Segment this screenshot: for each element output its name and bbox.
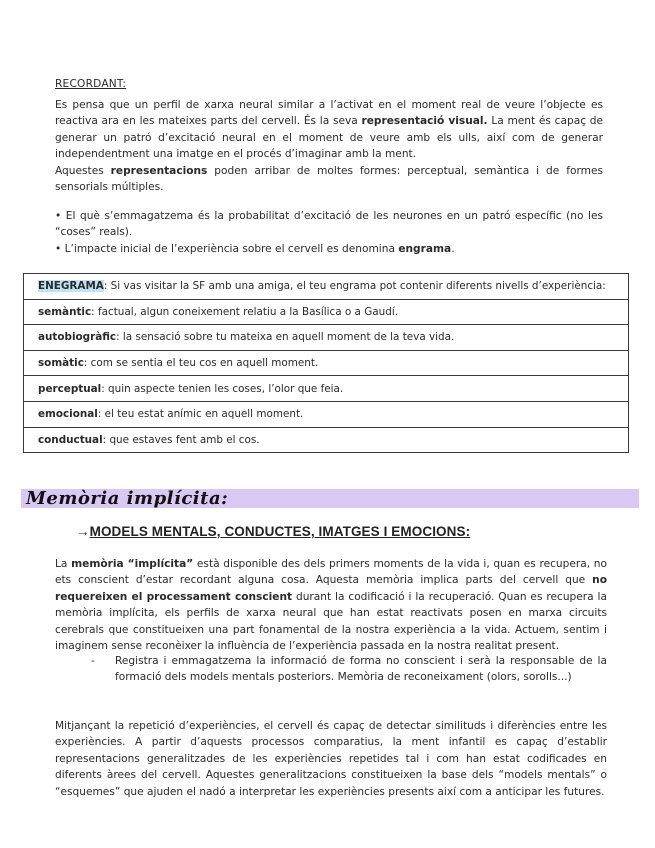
table-row-header: [24, 274, 629, 300]
engrama-level-term: semàntic: [38, 305, 92, 318]
table-cell: emocional: el teu estat anímic en aquell moment.: [24, 401, 629, 427]
recordant-heading: RECORDANT:: [55, 78, 127, 90]
representacions-term: representacions: [110, 164, 208, 177]
recordant-body: [55, 97, 603, 195]
table-row: [24, 350, 629, 376]
table-row: [24, 427, 629, 453]
memoria-implicita-term: memòria “implícita”: [71, 558, 194, 570]
dash-bullet: -: [91, 655, 95, 667]
representacio-visual-term: representació visual.: [361, 115, 488, 128]
section-subtitle: →MODELS MENTALS, CONDUCTES, IMATGES I EMOCIONS:: [76, 524, 471, 539]
table-cell: conductual: que estaves fent amb el cos.: [24, 427, 629, 453]
table-row: [24, 376, 629, 402]
recordant-paragraph-1: Es pensa que un perfil de xarxa neural similar a l’activat en el moment real de veure l’objecte es reactiva ara en les mateixes parts del cervell. És la seva representació visual. La ment és capaç de generar un patró d’excitació neural en el moment de veure amb els ulls, així com de generar independentment una imatge en el procés d’imaginar amb la ment.: [55, 99, 603, 161]
arrow-right-icon: →: [76, 524, 90, 539]
table-cell: ENEGRAMA: Si vas visitar la SF amb una amiga, el teu engrama pot contenir diferents nivells d’experiència:: [24, 274, 629, 300]
engrama-level-term: emocional: [38, 408, 98, 421]
engrama-level-term: perceptual: [38, 382, 102, 395]
table-row: [24, 299, 629, 325]
bullet-item: • L’impacte inicial de l’experiència sobre el cervell es denomina engrama.: [55, 242, 455, 255]
table-cell: perceptual: quin aspecte tenien les coses, l’olor que feia.: [24, 376, 629, 402]
table-cell: semàntic: factual, algun coneixement relatiu a la Basílica o a Gaudí.: [24, 299, 629, 325]
section-title: Memòria implícita:: [26, 488, 229, 509]
table-cell: somàtic: com se sentia el teu cos en aquell moment.: [24, 350, 629, 376]
mental-models-paragraph: Mitjançant la repetició d’experiències, el cervell és capaç de detectar similituds i diferències entre les experiències. A partir d’aquests processos comparatius, la ment infantil es capaç d’establir representacions generalitzades de les experiències repetides tal i com han estat codificades en diferents àrees del cervell. Aquestes generalitzacions constitueixen la base dels “models mentals” o “esquemes” que ajuden el nadó a interpretar les experiències presents així com a anticipar les futures.: [55, 720, 607, 798]
enegrama-highlight: ENEGRAMA: [38, 280, 104, 293]
table-cell: autobiogràfic: la sensació sobre tu mateixa en aquell moment de la teva vida.: [24, 325, 629, 351]
engrama-term: engrama: [398, 242, 452, 255]
engrama-level-term: autobiogràfic: [38, 331, 117, 344]
table-row: [24, 401, 629, 427]
no-requereixen-term: no requereixen el processament conscient: [55, 574, 607, 603]
table-row: [24, 325, 629, 351]
engrama-level-term: somàtic: [38, 357, 84, 370]
dash-list-item: - Registra i emmagatzema la informació de forma no conscient i serà la responsable de la formació dels models mentals posteriors. Memòria de reconeixament (olors, sorolls...): [91, 655, 607, 684]
recordant-paragraph-2: Aquestes representacions poden arribar de moltes formes: perceptual, semàntica i de formes sensorials múltiples.: [55, 164, 603, 194]
engrama-level-term: conductual: [38, 433, 103, 446]
bullet-item: • El què s’emmagatzema és la probabilitat d’excitació de les neurones en un patró específic (no les “coses” reals).: [55, 210, 603, 239]
recordant-bullets: [55, 208, 603, 257]
implicit-memory-paragraph: La memòria “implícita” està disponible des dels primers moments de la vida i, quan es recupera, no ets conscient d’estar recordant alguna cosa. Aquesta memòria implica parts del cervell que no requereixen el processament conscient durant la codificació i la recuperació. Quan es recupera la memòria implícita, els perfils de xarxa neural que han estat reactivats posen en marxa circuits cerebrals que constitueixen una part fonamental de la nostra experiència a la vida. Actuem, sentim i imaginem sense reconèixer la influència de l’experiència passada en la nostra realitat present.: [55, 558, 607, 653]
engrama-table: [23, 273, 629, 453]
